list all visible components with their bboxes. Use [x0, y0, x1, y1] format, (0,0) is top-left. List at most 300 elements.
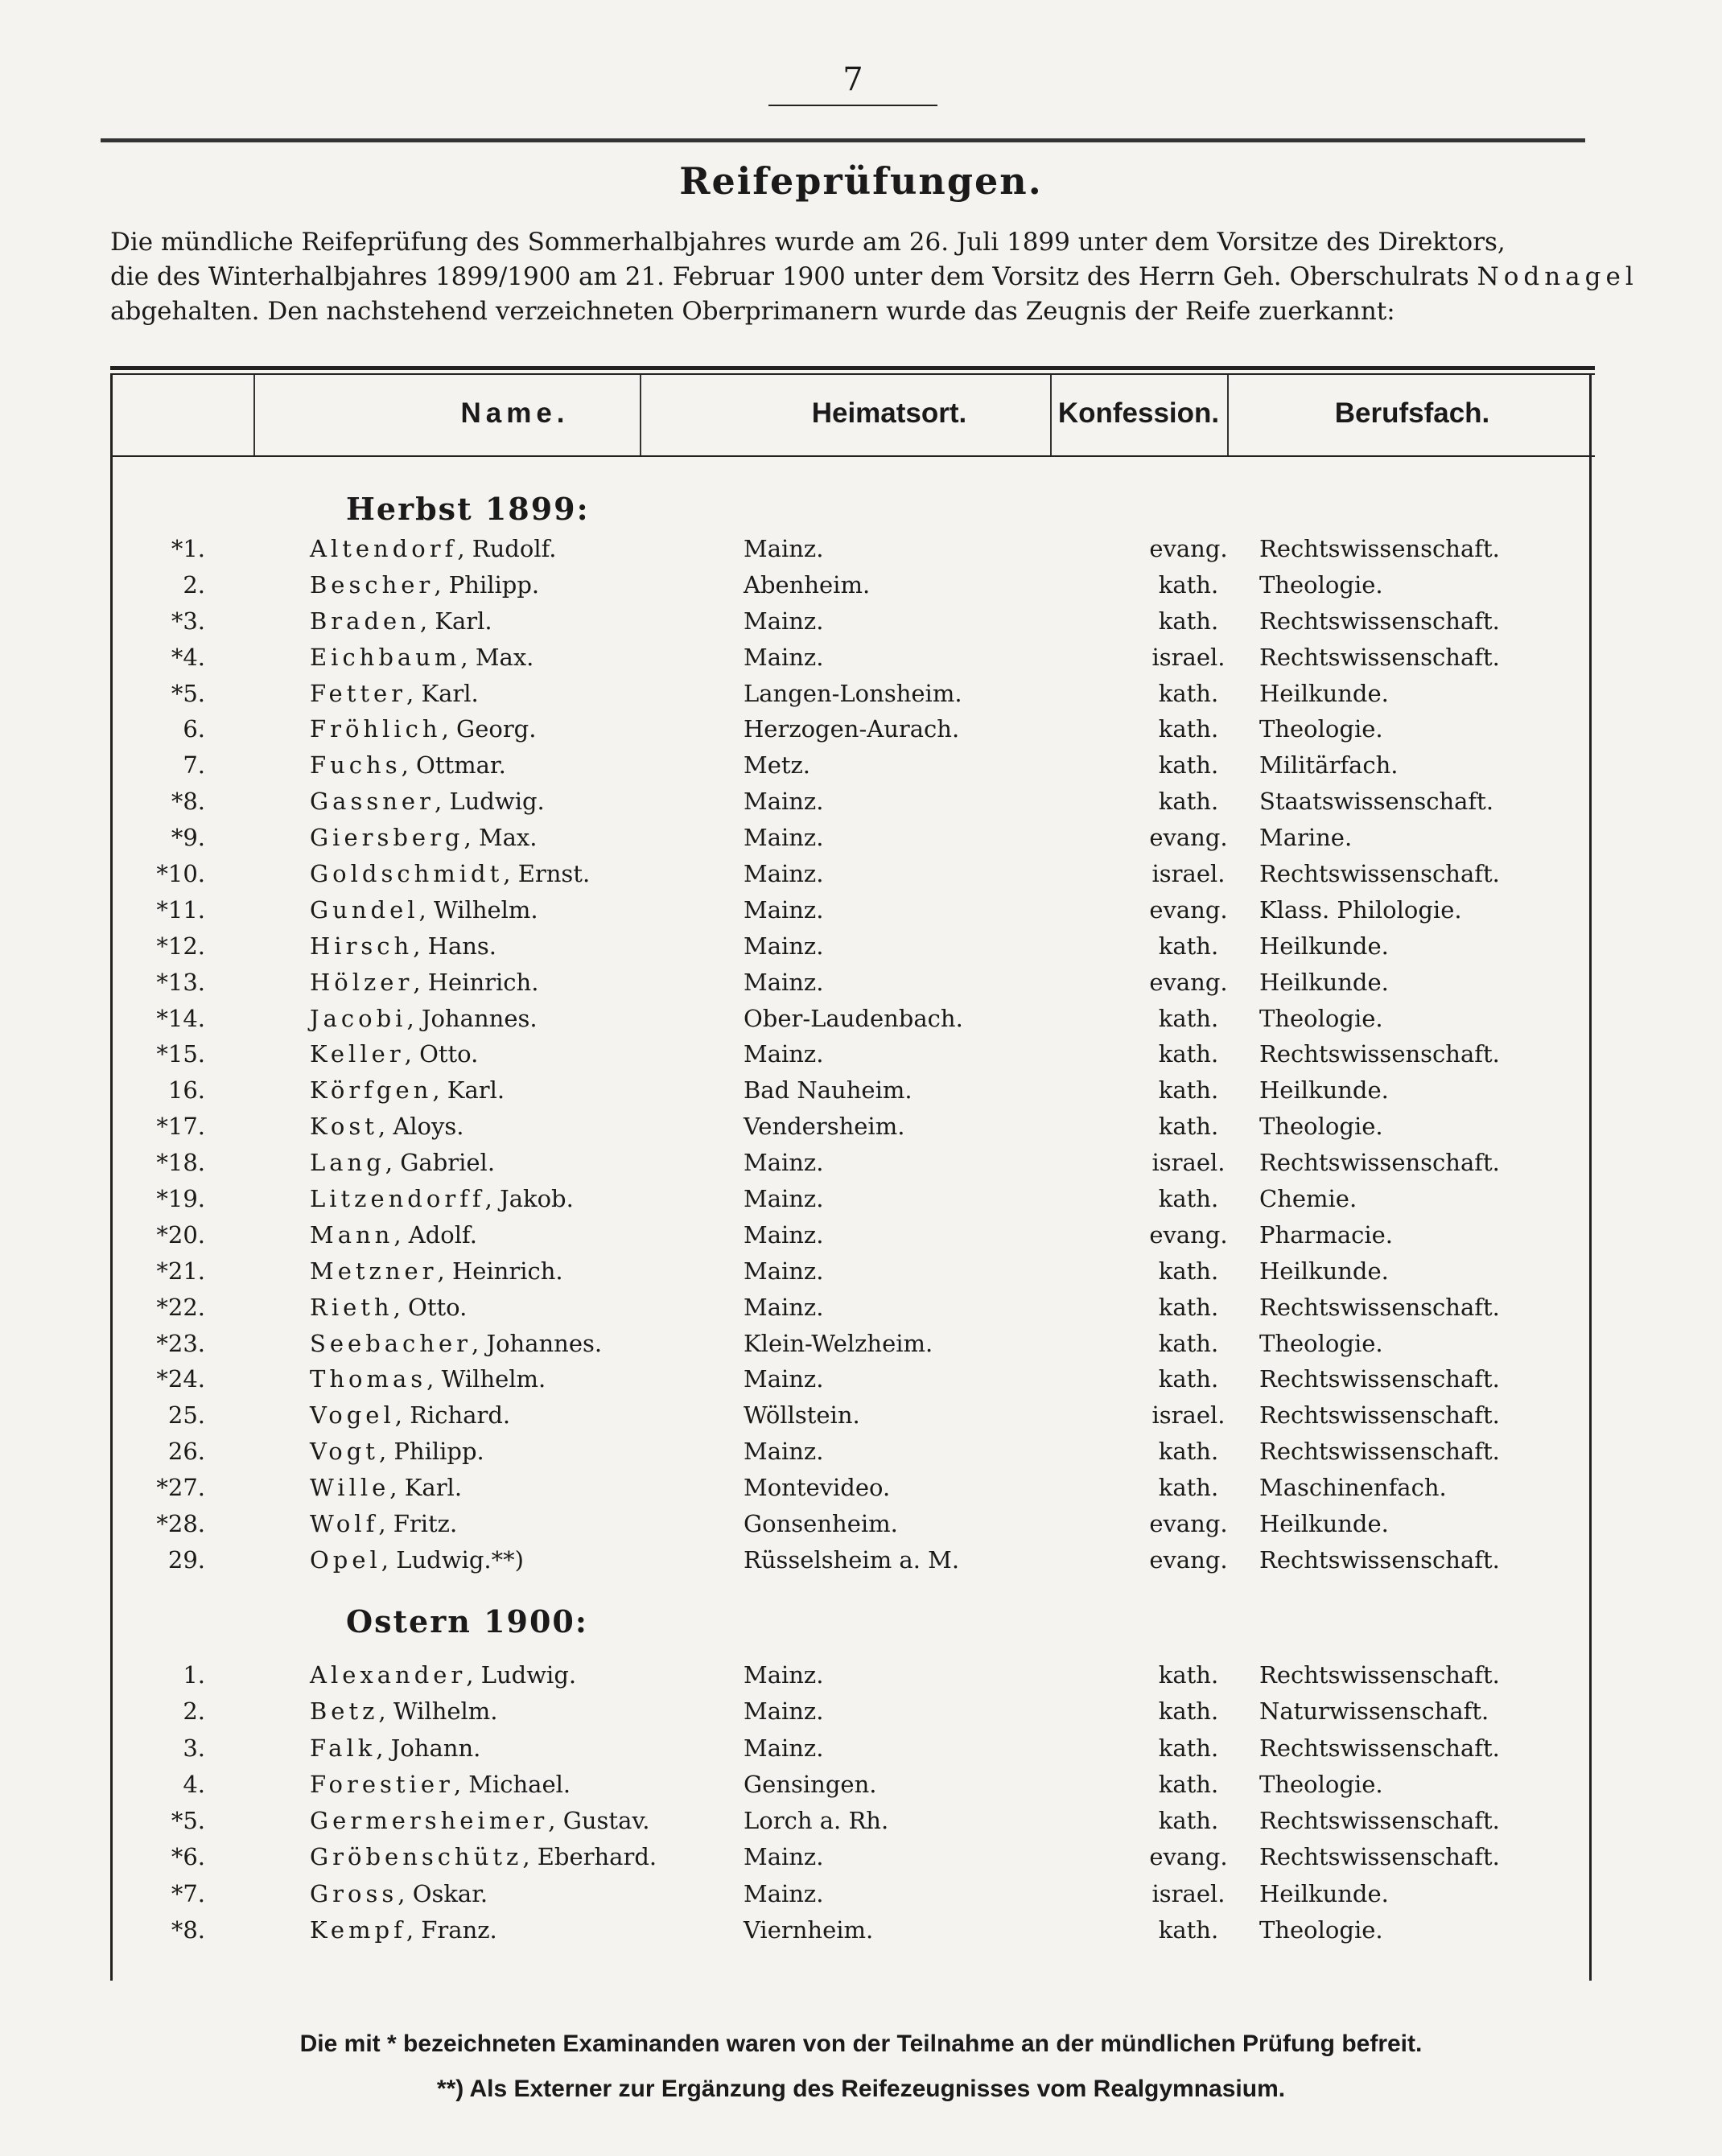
confession: kath.: [1158, 715, 1219, 743]
row-number: *10.: [156, 860, 205, 888]
student-given-name: Wilhelm.: [441, 1365, 546, 1393]
name-separator: ,: [378, 1510, 393, 1538]
table-row: [110, 1506, 1595, 1542]
student-name: [310, 1361, 546, 1397]
table-row: [110, 1361, 1595, 1397]
name-separator: ,: [484, 1185, 501, 1213]
profession-field: Rechtswissenschaft.: [1259, 607, 1500, 635]
student-surname: Jacobi: [310, 1004, 407, 1032]
student-given-name: Heinrich.: [451, 1257, 563, 1285]
student-surname: Lang: [310, 1149, 385, 1177]
hometown: Klein-Welzheim.: [744, 1329, 933, 1357]
student-name: [310, 603, 492, 639]
name-separator: ,: [437, 1257, 452, 1285]
student-name: [310, 1072, 505, 1108]
name-separator: ,: [393, 1293, 409, 1321]
student-surname: Eichbaum: [310, 643, 461, 671]
name-separator: ,: [460, 643, 476, 671]
hometown: Mainz.: [744, 788, 824, 816]
name-separator: ,: [413, 932, 428, 960]
profession-field: Rechtswissenschaft.: [1259, 1149, 1500, 1177]
profession-field: Heilkunde.: [1259, 679, 1389, 707]
student-surname: Seebacher: [310, 1329, 472, 1357]
name-separator: ,: [434, 788, 450, 816]
column-header-heimatsort: Heimatsort.: [811, 397, 967, 429]
student-surname: Opel: [310, 1545, 381, 1574]
hometown: Mainz.: [744, 1734, 824, 1762]
student-given-name: Fritz.: [393, 1510, 458, 1538]
row-number: 3.: [183, 1734, 205, 1762]
confession: kath.: [1158, 1293, 1219, 1321]
name-separator: ,: [406, 679, 422, 707]
table-row: [110, 1036, 1595, 1072]
examiner-name: Nodnagel: [1477, 262, 1638, 291]
row-number: 4.: [183, 1770, 205, 1798]
row-number: *23.: [156, 1329, 205, 1357]
student-given-name: Adolf.: [408, 1220, 477, 1249]
hometown: Mainz.: [744, 643, 824, 671]
confession: kath.: [1158, 1438, 1219, 1466]
row-number: *22.: [156, 1293, 205, 1321]
student-name: [310, 531, 557, 566]
table-row: [110, 1326, 1595, 1362]
hometown: Mainz.: [744, 535, 824, 562]
hometown: Gensingen.: [744, 1770, 877, 1798]
student-given-name: Wilhelm.: [393, 1697, 498, 1726]
confession: evang.: [1149, 824, 1228, 852]
hometown: Mainz.: [744, 968, 824, 996]
table-row: [110, 784, 1595, 820]
profession-field: Militärfach.: [1259, 751, 1399, 780]
profession-field: Theologie.: [1259, 1916, 1383, 1944]
table-row: [110, 1145, 1595, 1181]
table-row: [110, 1290, 1595, 1326]
table-row: [110, 965, 1595, 1001]
student-name: [310, 1434, 484, 1469]
student-given-name: Karl.: [447, 1076, 505, 1105]
student-given-name: Michael.: [468, 1770, 571, 1798]
name-separator: ,: [418, 895, 434, 924]
row-number: 2.: [183, 570, 205, 599]
student-surname: Altendorf: [310, 535, 458, 562]
name-separator: ,: [413, 968, 428, 996]
hometown: Mainz.: [744, 1438, 824, 1466]
student-given-name: Gustav.: [562, 1807, 650, 1835]
hometown: Mainz.: [744, 860, 824, 888]
table-row: [110, 1730, 1595, 1767]
profession-field: Rechtswissenschaft.: [1259, 1365, 1500, 1393]
name-separator: ,: [389, 1474, 405, 1502]
confession: kath.: [1158, 751, 1219, 780]
confession: kath.: [1158, 1474, 1219, 1502]
student-surname: Bescher: [310, 570, 435, 599]
student-given-name: Karl.: [404, 1474, 463, 1502]
hometown: Mainz.: [744, 895, 824, 924]
profession-field: Rechtswissenschaft.: [1259, 1040, 1500, 1068]
name-separator: ,: [426, 1365, 442, 1393]
name-separator: ,: [394, 1401, 410, 1430]
student-surname: Mann: [310, 1220, 394, 1249]
confession: kath.: [1158, 570, 1219, 599]
profession-field: Rechtswissenschaft.: [1259, 1843, 1500, 1871]
table-row: [110, 676, 1595, 712]
student-name: [310, 928, 496, 964]
student-surname: Forestier: [310, 1770, 454, 1798]
table-row: [110, 640, 1595, 676]
hometown: Mainz.: [744, 1293, 824, 1321]
row-number: *8.: [171, 1916, 205, 1944]
name-separator: ,: [472, 1329, 487, 1357]
profession-field: Theologie.: [1259, 1004, 1383, 1032]
hometown: Herzogen-Aurach.: [744, 715, 960, 743]
hometown: Metz.: [744, 751, 811, 780]
table-row: [110, 1839, 1595, 1875]
table-row: [110, 1803, 1595, 1839]
profession-field: Theologie.: [1259, 570, 1383, 599]
student-name: [310, 1839, 657, 1874]
student-given-name: Max.: [475, 643, 534, 671]
confession: kath.: [1158, 1329, 1219, 1357]
name-separator: ,: [548, 1807, 563, 1835]
name-separator: ,: [466, 1661, 481, 1689]
row-number: *13.: [156, 968, 205, 996]
profession-field: Rechtswissenschaft.: [1259, 1807, 1500, 1835]
student-given-name: Georg.: [456, 715, 537, 743]
student-name: [310, 1470, 462, 1505]
profession-field: Rechtswissenschaft.: [1259, 1438, 1500, 1466]
student-name: [310, 1542, 524, 1578]
student-name: [310, 1876, 488, 1911]
confession: kath.: [1158, 1257, 1219, 1285]
footnote-double-asterisk: **) Als Externer zur Ergänzung des Reifezeugnisses vom Realgymnasium.: [436, 2076, 1286, 2102]
name-separator: ,: [381, 1545, 397, 1574]
top-rule: [101, 138, 1585, 142]
hometown: Mainz.: [744, 1843, 824, 1871]
student-name: [310, 567, 539, 603]
student-name: [310, 1036, 478, 1072]
student-surname: Gassner: [310, 788, 435, 816]
student-surname: Gross: [310, 1879, 398, 1907]
name-separator: ,: [378, 1438, 394, 1466]
table-row: [110, 1181, 1595, 1217]
profession-field: Rechtswissenschaft.: [1259, 1293, 1500, 1321]
table-row: [110, 1253, 1595, 1290]
confession: kath.: [1158, 1697, 1219, 1726]
table-row: [110, 1912, 1595, 1948]
hometown: Mainz.: [744, 1697, 824, 1726]
intro-line-1: Die mündliche Reifeprüfung des Sommerhalbjahres wurde am 26. Juli 1899 unter dem Vorsitze des Direktors,: [110, 228, 1506, 257]
profession-field: Heilkunde.: [1259, 1257, 1389, 1285]
hometown: Mainz.: [744, 824, 824, 852]
table-row: [110, 820, 1595, 856]
profession-field: Theologie.: [1259, 1329, 1383, 1357]
profession-field: Naturwissenschaft.: [1259, 1697, 1489, 1726]
table-row: [110, 1072, 1595, 1109]
profession-field: Theologie.: [1259, 1770, 1383, 1798]
table-row: [110, 1693, 1595, 1730]
row-number: *19.: [156, 1185, 205, 1213]
profession-field: Rechtswissenschaft.: [1259, 535, 1500, 562]
row-number: *15.: [156, 1040, 205, 1068]
student-name: [310, 1253, 563, 1289]
student-surname: Goldschmidt: [310, 860, 504, 888]
profession-field: Heilkunde.: [1259, 1879, 1389, 1907]
profession-field: Rechtswissenschaft.: [1259, 1734, 1500, 1762]
table-row: [110, 1397, 1595, 1434]
row-number: 16.: [167, 1076, 205, 1105]
hometown: Vendersheim.: [744, 1113, 905, 1141]
student-surname: Betz: [310, 1697, 379, 1726]
confession: kath.: [1158, 1004, 1219, 1032]
profession-field: Heilkunde.: [1259, 932, 1389, 960]
student-given-name: Ottmar.: [416, 751, 506, 780]
student-name: [310, 1506, 457, 1541]
student-given-name: Johannes.: [421, 1004, 538, 1032]
student-surname: Vogt: [310, 1438, 379, 1466]
student-name: [310, 1803, 650, 1838]
student-given-name: Johann.: [390, 1734, 481, 1762]
row-number: 29.: [167, 1545, 205, 1574]
student-name: [310, 1657, 576, 1693]
column-header-berufsfach: Berufsfach.: [1334, 397, 1490, 429]
row-number: 1.: [183, 1661, 205, 1689]
student-given-name: Oskar.: [412, 1879, 488, 1907]
student-given-name: Ludwig.: [449, 788, 545, 816]
table-row: [110, 531, 1595, 567]
intro-line-3: abgehalten. Den nachstehend verzeichneten Oberprimanern wurde das Zeugnis der Reife zuerkannt:: [110, 297, 1395, 326]
student-given-name: Otto.: [419, 1040, 479, 1068]
row-number: *28.: [156, 1510, 205, 1538]
student-given-name: Ludwig.: [480, 1661, 577, 1689]
student-name: [310, 1326, 602, 1361]
footnote-asterisk: Die mit * bezeichneten Examinanden waren von der Teilnahme an der mündlichen Prüfung befreit.: [299, 2031, 1423, 2057]
row-number: *14.: [156, 1004, 205, 1032]
student-name: [310, 1217, 477, 1253]
student-name: [310, 640, 533, 675]
name-separator: ,: [503, 860, 518, 888]
row-number: *18.: [156, 1149, 205, 1177]
hometown: Mainz.: [744, 932, 824, 960]
hometown: Langen-Lonsheim.: [744, 679, 962, 707]
confession: kath.: [1158, 1365, 1219, 1393]
confession: israel.: [1151, 860, 1226, 888]
student-given-name: Johannes.: [486, 1329, 603, 1357]
name-separator: ,: [457, 535, 472, 562]
confession: kath.: [1158, 1807, 1219, 1835]
hometown: Mainz.: [744, 1879, 824, 1907]
student-given-name: Philipp.: [448, 570, 540, 599]
table-row: [110, 603, 1595, 640]
name-separator: ,: [432, 1076, 447, 1105]
student-name: [310, 820, 538, 855]
name-separator: ,: [385, 1149, 401, 1177]
intro-line-2: [110, 260, 1638, 294]
table-row: [110, 1434, 1595, 1470]
name-separator: ,: [406, 1004, 422, 1032]
hometown: Montevideo.: [744, 1474, 891, 1502]
student-given-name: Otto.: [408, 1293, 468, 1321]
table-row: [110, 711, 1595, 747]
student-name: [310, 1730, 480, 1766]
student-given-name: Ludwig.**): [396, 1545, 524, 1574]
student-name: [310, 1290, 467, 1325]
column-header-konfession: Konfession.: [1057, 397, 1220, 429]
student-surname: Hirsch: [310, 932, 414, 960]
student-given-name: Max.: [478, 824, 538, 852]
student-surname: Gundel: [310, 895, 419, 924]
student-surname: Körfgen: [310, 1076, 433, 1105]
name-separator: ,: [376, 1734, 391, 1762]
header-rule: [110, 455, 1595, 457]
student-name: [310, 1767, 571, 1802]
profession-field: Rechtswissenschaft.: [1259, 1545, 1500, 1574]
row-number: 6.: [183, 715, 205, 743]
confession: kath.: [1158, 932, 1219, 960]
hometown: Lorch a. Rh.: [744, 1807, 889, 1835]
name-separator: ,: [441, 715, 457, 743]
confession: evang.: [1149, 1510, 1228, 1538]
row-number: *5.: [171, 1807, 205, 1835]
confession: evang.: [1149, 1545, 1228, 1574]
student-surname: Vogel: [310, 1401, 395, 1430]
student-surname: Fröhlich: [310, 715, 442, 743]
student-name: [310, 1397, 510, 1433]
profession-field: Chemie.: [1259, 1185, 1357, 1213]
table-row: [110, 928, 1595, 965]
student-surname: Fetter: [310, 679, 407, 707]
student-surname: Litzendorff: [310, 1185, 485, 1213]
hometown: Bad Nauheim.: [744, 1076, 912, 1105]
hometown: Mainz.: [744, 1185, 824, 1213]
name-separator: ,: [463, 824, 479, 852]
student-given-name: Wilhelm.: [433, 895, 538, 924]
row-number: *5.: [171, 679, 205, 707]
page-number-rule: [768, 105, 937, 106]
student-surname: Braden: [310, 607, 420, 635]
table-row: [110, 747, 1595, 784]
student-surname: Hölzer: [310, 968, 414, 996]
student-name: [310, 1145, 495, 1180]
profession-field: Staatswissenschaft.: [1259, 788, 1494, 816]
row-number: *21.: [156, 1257, 205, 1285]
profession-field: Rechtswissenschaft.: [1259, 860, 1500, 888]
table-row: [110, 1767, 1595, 1803]
name-separator: ,: [434, 570, 449, 599]
student-given-name: Karl.: [435, 607, 492, 635]
row-number: 26.: [167, 1438, 205, 1466]
hometown: Mainz.: [744, 1220, 824, 1249]
student-surname: Falk: [310, 1734, 377, 1762]
name-separator: ,: [406, 1916, 422, 1944]
name-separator: ,: [398, 1879, 413, 1907]
confession: kath.: [1158, 1185, 1219, 1213]
student-given-name: Heinrich.: [427, 968, 539, 996]
student-given-name: Eberhard.: [537, 1843, 657, 1871]
row-number: *20.: [156, 1220, 205, 1249]
name-separator: ,: [419, 607, 435, 635]
confession: evang.: [1149, 968, 1228, 996]
student-name: [310, 965, 538, 1000]
confession: kath.: [1158, 1076, 1219, 1105]
confession: evang.: [1149, 895, 1228, 924]
profession-field: Klass. Philologie.: [1259, 895, 1462, 924]
section-ostern-rows: [110, 1657, 1595, 1948]
confession: israel.: [1151, 643, 1226, 671]
row-number: 25.: [167, 1401, 205, 1430]
section-herbst-rows: [110, 531, 1595, 1578]
profession-field: Rechtswissenschaft.: [1259, 1661, 1500, 1689]
profession-field: Rechtswissenschaft.: [1259, 1401, 1500, 1430]
student-name: [310, 747, 506, 783]
confession: kath.: [1158, 1770, 1219, 1798]
student-surname: Fuchs: [310, 751, 402, 780]
student-given-name: Richard.: [410, 1401, 511, 1430]
hometown: Rüsselsheim a. M.: [744, 1545, 960, 1574]
hometown: Gonsenheim.: [744, 1510, 898, 1538]
row-number: 7.: [183, 751, 205, 780]
student-surname: Wille: [310, 1474, 390, 1502]
hometown: Mainz.: [744, 1040, 824, 1068]
student-surname: Kost: [310, 1113, 378, 1141]
student-name: [310, 711, 536, 747]
profession-field: Heilkunde.: [1259, 968, 1389, 996]
student-surname: Rieth: [310, 1293, 393, 1321]
student-name: [310, 676, 479, 711]
confession: kath.: [1158, 1734, 1219, 1762]
table-row: [110, 1876, 1595, 1912]
student-surname: Keller: [310, 1040, 405, 1068]
confession: kath.: [1158, 1661, 1219, 1689]
student-surname: Kempf: [310, 1916, 406, 1944]
student-surname: Gröbenschütz: [310, 1843, 523, 1871]
student-name: [310, 1181, 574, 1216]
student-surname: Alexander: [310, 1661, 467, 1689]
profession-field: Theologie.: [1259, 1113, 1383, 1141]
student-name: [310, 856, 590, 891]
student-given-name: Hans.: [427, 932, 497, 960]
student-name: [310, 892, 538, 928]
student-name: [310, 1001, 538, 1036]
confession: kath.: [1158, 1040, 1219, 1068]
row-number: *12.: [156, 932, 205, 960]
student-name: [310, 1109, 464, 1144]
row-number: *17.: [156, 1113, 205, 1141]
student-name: [310, 784, 545, 819]
hometown: Mainz.: [744, 1661, 824, 1689]
confession: evang.: [1149, 535, 1228, 562]
row-number: *7.: [171, 1879, 205, 1907]
confession: israel.: [1151, 1879, 1226, 1907]
confession: evang.: [1149, 1843, 1228, 1871]
column-header-name: Name.: [460, 397, 570, 429]
name-separator: ,: [522, 1843, 538, 1871]
section-title-herbst: Herbst 1899:: [346, 491, 590, 527]
student-given-name: Rudolf.: [472, 535, 557, 562]
row-number: *3.: [171, 607, 205, 635]
hometown: Mainz.: [744, 1149, 824, 1177]
name-separator: ,: [377, 1113, 393, 1141]
profession-field: Rechtswissenschaft.: [1259, 643, 1500, 671]
hometown: Viernheim.: [744, 1916, 874, 1944]
student-given-name: Franz.: [421, 1916, 497, 1944]
row-number: *1.: [171, 535, 205, 562]
profession-field: Marine.: [1259, 824, 1353, 852]
hometown: Wöllstein.: [744, 1401, 860, 1430]
row-number: *4.: [171, 643, 205, 671]
student-given-name: Jakob.: [500, 1185, 574, 1213]
row-number: *8.: [171, 788, 205, 816]
name-separator: ,: [393, 1220, 409, 1249]
